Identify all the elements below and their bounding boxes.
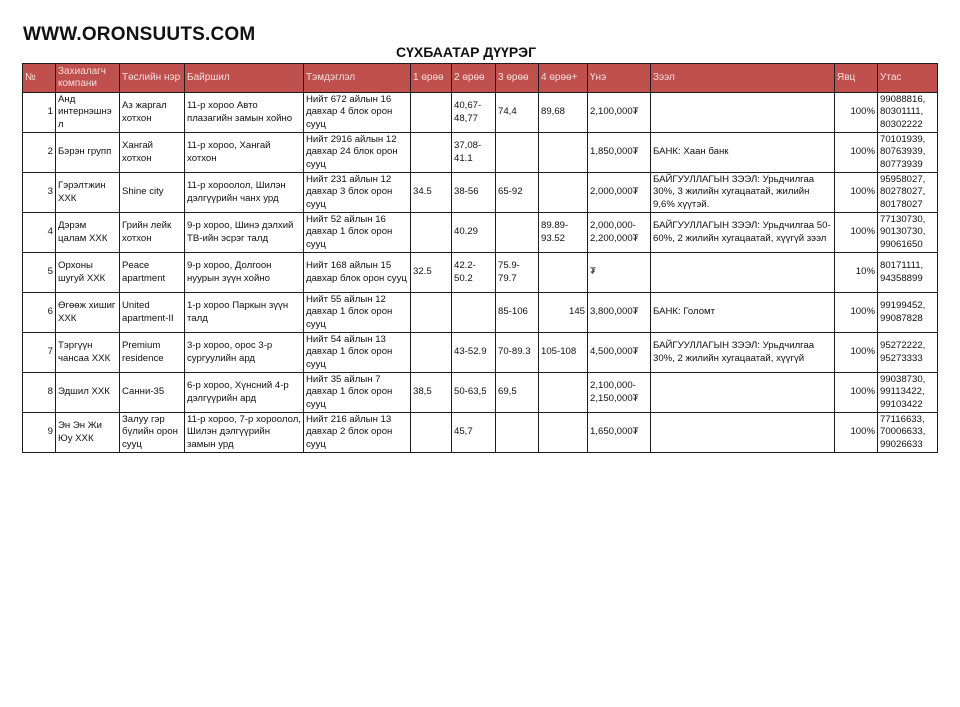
cell-room4 [539, 413, 588, 453]
cell-price: 3,800,000₮ [588, 293, 651, 333]
cell-project: Хангай хотхон [120, 133, 185, 173]
cell-room2: 37,08-41.1 [452, 133, 496, 173]
cell-room2: 43-52.9 [452, 333, 496, 373]
cell-location: 11-р хороо Авто плазагийн замын хойно [185, 93, 304, 133]
header-room2: 2 өрөө [452, 64, 496, 93]
header-loan: Зээл [651, 64, 835, 93]
cell-project: Санни-35 [120, 373, 185, 413]
table-header-row [23, 64, 938, 93]
cell-progress: 100% [835, 93, 878, 133]
cell-no: 1 [23, 93, 56, 133]
cell-progress: 100% [835, 173, 878, 213]
cell-room3: 75.9-79.7 [496, 253, 539, 293]
cell-phone: 95958027, 80278027, 80178027 [878, 173, 938, 213]
cell-loan: БАНК: Голомт [651, 293, 835, 333]
cell-phone: 77130730, 90130730, 99061650 [878, 213, 938, 253]
header-note: Тэмдэглэл [304, 64, 411, 93]
cell-no: 9 [23, 413, 56, 453]
cell-room3: 65-92 [496, 173, 539, 213]
district-title: СҮХБААТАР ДҮҮРЭГ [396, 44, 537, 60]
cell-phone: 99038730, 99113422, 99103422 [878, 373, 938, 413]
cell-room1 [411, 213, 452, 253]
cell-room1 [411, 93, 452, 133]
cell-progress: 100% [835, 333, 878, 373]
header-room1: 1 өрөө [411, 64, 452, 93]
cell-loan: БАЙГУУЛЛАГЫН ЗЭЭЛ: Урьдчилгаа 50-60%, 2 жилийн хугацаатай, хүүгүй зээл [651, 213, 835, 253]
cell-price: 2,000,000-2,200,000₮ [588, 213, 651, 253]
cell-phone: 99199452, 99087828 [878, 293, 938, 333]
cell-room3 [496, 413, 539, 453]
cell-project: Shine city [120, 173, 185, 213]
cell-progress: 100% [835, 413, 878, 453]
cell-room2: 50-63,5 [452, 373, 496, 413]
cell-location: 11-р хороолол, Шилэн дэлгүүрийн чанх урд [185, 173, 304, 213]
cell-loan [651, 413, 835, 453]
cell-location: 9-р хороо, Шинэ дэлхий ТВ-ийн эсрэг талд [185, 213, 304, 253]
cell-room4 [539, 173, 588, 213]
table-row [23, 173, 938, 213]
cell-loan [651, 373, 835, 413]
cell-room3: 70-89.3 [496, 333, 539, 373]
cell-note: Нийт 168 айлын 15 давхар блок орон сууц [304, 253, 411, 293]
cell-note: Нийт 216 айлын 13 давхар 2 блок орон сууц [304, 413, 411, 453]
cell-progress: 100% [835, 133, 878, 173]
table-row [23, 373, 938, 413]
cell-note: Нийт 672 айлын 16 давхар 4 блок орон сууц [304, 93, 411, 133]
cell-note: Нийт 231 айлын 12 давхар 3 блок орон сууц [304, 173, 411, 213]
table-row [23, 213, 938, 253]
cell-no: 6 [23, 293, 56, 333]
cell-room4: 89.89-93.52 [539, 213, 588, 253]
cell-phone: 95272222, 95273333 [878, 333, 938, 373]
cell-room3 [496, 133, 539, 173]
cell-project: Аз жаргал хотхон [120, 93, 185, 133]
cell-project: United apartment-II [120, 293, 185, 333]
cell-room1 [411, 133, 452, 173]
cell-room4 [539, 133, 588, 173]
cell-company: Тэргүүн чансаа ХХК [56, 333, 120, 373]
cell-phone: 80171111, 94358899 [878, 253, 938, 293]
cell-company: Бэрэн групп [56, 133, 120, 173]
cell-room4: 105-108 [539, 333, 588, 373]
table-row [23, 413, 938, 453]
cell-price: 2,100,000₮ [588, 93, 651, 133]
header-location: Байршил [185, 64, 304, 93]
cell-note: Нийт 2916 айлын 12 давхар 24 блок орон сууц [304, 133, 411, 173]
cell-room2: 38-56 [452, 173, 496, 213]
cell-company: Өгөөж хишиг ХХК [56, 293, 120, 333]
cell-phone: 77116633, 70006633, 99026633 [878, 413, 938, 453]
cell-room4: 89,68 [539, 93, 588, 133]
cell-room2: 45,7 [452, 413, 496, 453]
header-no: № [23, 64, 56, 93]
table-row [23, 93, 938, 133]
cell-loan [651, 93, 835, 133]
cell-no: 3 [23, 173, 56, 213]
header-room4: 4 өрөө+ [539, 64, 588, 93]
header-phone: Утас [878, 64, 938, 93]
cell-no: 2 [23, 133, 56, 173]
header-company: Захиалагч компани [56, 64, 120, 93]
cell-price: 2,100,000-2,150,000₮ [588, 373, 651, 413]
cell-room3: 74,4 [496, 93, 539, 133]
site-url: WWW.ORONSUUTS.COM [23, 24, 256, 45]
cell-location: 11-р хороо, 7-р хороолол, Шилэн дэлгүүрийн замын урд [185, 413, 304, 453]
cell-progress: 100% [835, 213, 878, 253]
cell-loan [651, 253, 835, 293]
cell-room1: 34.5 [411, 173, 452, 213]
cell-no: 7 [23, 333, 56, 373]
cell-company: Анд интернэшнэл [56, 93, 120, 133]
cell-company: Орхоны шугуй ХХК [56, 253, 120, 293]
apartment-table [22, 63, 938, 453]
cell-company: Гэрэлтжин ХХК [56, 173, 120, 213]
cell-room2: 40.29 [452, 213, 496, 253]
cell-room4 [539, 253, 588, 293]
header-price: Үнэ [588, 64, 651, 93]
cell-location: 3-р хороо, орос 3-р сургуулийн ард [185, 333, 304, 373]
table-row [23, 293, 938, 333]
cell-room2: 40,67-48,77 [452, 93, 496, 133]
cell-company: Эдшил ХХК [56, 373, 120, 413]
cell-loan: БАЙГУУЛЛАГЫН ЗЭЭЛ: Урьдчилгаа 30%, 2 жилийн хугацаатай, хүүгүй [651, 333, 835, 373]
cell-no: 4 [23, 213, 56, 253]
cell-phone: 70101939, 80763939, 80773939 [878, 133, 938, 173]
cell-note: Нийт 54 айлын 13 давхар 1 блок орон сууц [304, 333, 411, 373]
cell-room2: 42.2-50.2 [452, 253, 496, 293]
cell-location: 6-р хороо, Хүнсний 4-р дэлгүүрийн ард [185, 373, 304, 413]
cell-room1: 38,5 [411, 373, 452, 413]
cell-progress: 100% [835, 373, 878, 413]
header-room3: 3 өрөө [496, 64, 539, 93]
cell-progress: 100% [835, 293, 878, 333]
cell-loan: БАЙГУУЛЛАГЫН ЗЭЭЛ: Урьдчилгаа 30%, 3 жилийн хугацаатай, жилийн 9,6% хүүтэй. [651, 173, 835, 213]
cell-price: ₮ [588, 253, 651, 293]
cell-room3: 85-106 [496, 293, 539, 333]
cell-progress: 10% [835, 253, 878, 293]
cell-room3 [496, 213, 539, 253]
cell-project: Грийн лейк хотхон [120, 213, 185, 253]
table-row [23, 333, 938, 373]
cell-location: 9-р хороо, Долгоон нуурын зүүн хойно [185, 253, 304, 293]
cell-loan: БАНК: Хаан банк [651, 133, 835, 173]
cell-room4 [539, 373, 588, 413]
cell-no: 5 [23, 253, 56, 293]
cell-price: 1,850,000₮ [588, 133, 651, 173]
cell-note: Нийт 35 айлын 7 давхар 1 блок орон сууц [304, 373, 411, 413]
cell-project: Peace apartment [120, 253, 185, 293]
cell-price: 2,000,000₮ [588, 173, 651, 213]
cell-project: Залуу гэр бүлийн орон сууц [120, 413, 185, 453]
table-row [23, 253, 938, 293]
header-project: Төслийн нэр [120, 64, 185, 93]
cell-project: Premium residence [120, 333, 185, 373]
cell-price: 4,500,000₮ [588, 333, 651, 373]
cell-room4: 145 [539, 293, 588, 333]
cell-note: Нийт 52 айлын 16 давхар 1 блок орон сууц [304, 213, 411, 253]
header-progress: Явц [835, 64, 878, 93]
cell-location: 1-р хороо Паркын зүүн талд [185, 293, 304, 333]
cell-note: Нийт 55 айлын 12 давхар 1 блок орон сууц [304, 293, 411, 333]
cell-location: 11-р хороо, Хангай хотхон [185, 133, 304, 173]
cell-price: 1,650,000₮ [588, 413, 651, 453]
cell-room1: 32.5 [411, 253, 452, 293]
cell-no: 8 [23, 373, 56, 413]
cell-company: Эн Эн Жи Юу ХХК [56, 413, 120, 453]
cell-company: Дэрэм цалам ХХК [56, 213, 120, 253]
cell-room2 [452, 293, 496, 333]
table-row [23, 133, 938, 173]
cell-room1 [411, 293, 452, 333]
cell-room1 [411, 413, 452, 453]
cell-room1 [411, 333, 452, 373]
cell-phone: 99088816, 80301111, 80302222 [878, 93, 938, 133]
cell-room3: 69,5 [496, 373, 539, 413]
